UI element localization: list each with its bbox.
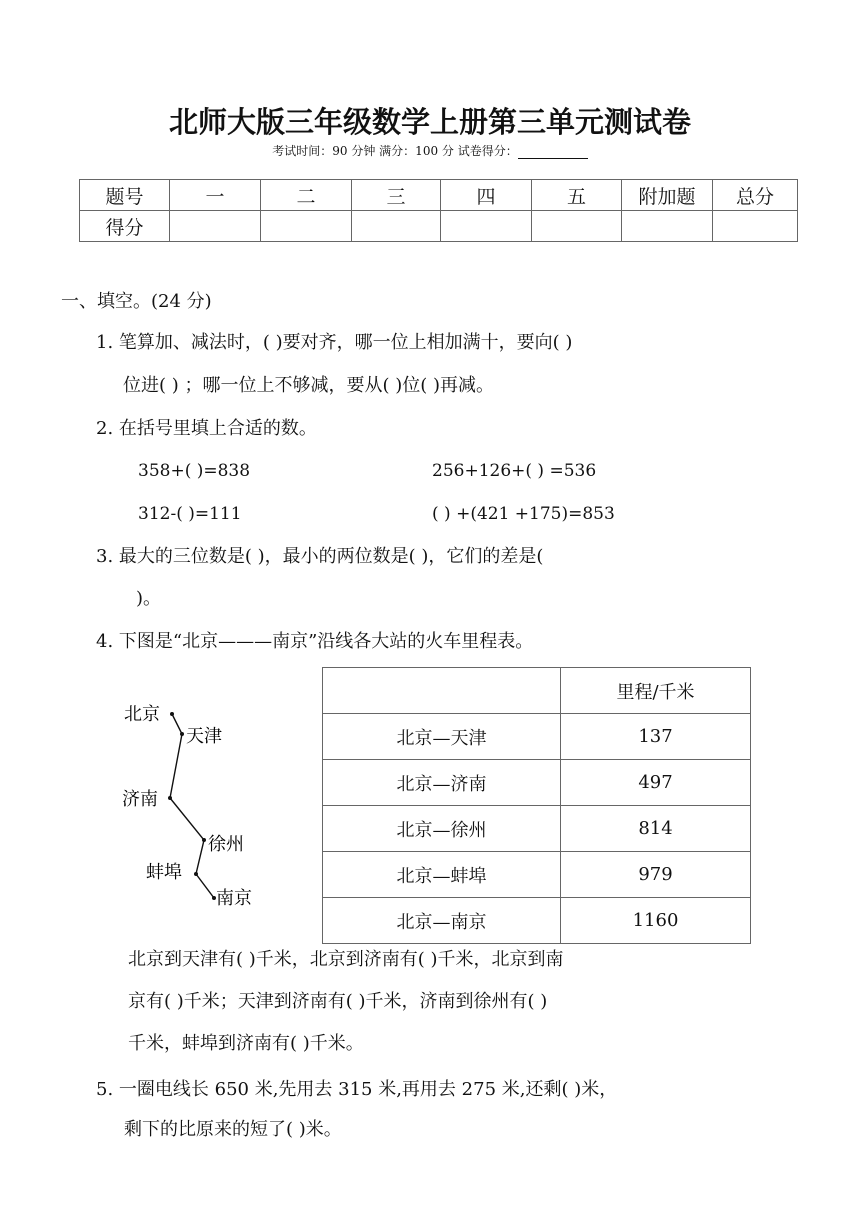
km-cell: 1160 <box>561 898 751 944</box>
question-3-line-1: 3. 最大的三位数是( )，最小的两位数是( )，它们的差是( <box>96 546 544 567</box>
route-cell: 北京—南京 <box>323 898 561 944</box>
page-title: 北师大版三年级数学上册第三单元测试卷 <box>168 105 691 139</box>
score-header-cell: 一 <box>170 180 261 211</box>
distance-row <box>323 714 751 760</box>
railway-route-diagram <box>110 690 270 920</box>
equation-4: ( ) +(421 +175)=853 <box>432 504 615 524</box>
question-5-line-2: 剩下的比原来的短了( )米。 <box>124 1119 342 1140</box>
station-dot <box>194 872 198 876</box>
score-row-label: 得分 <box>80 211 170 242</box>
route-cell: 北京—天津 <box>323 714 561 760</box>
exam-info <box>0 142 860 159</box>
km-cell: 814 <box>561 806 751 852</box>
score-header-cell: 三 <box>352 180 441 211</box>
score-table-score-row <box>80 211 798 242</box>
city-label: 北京 <box>124 704 160 725</box>
score-header-cell: 附加题 <box>622 180 713 211</box>
route-cell: 北京—济南 <box>323 760 561 806</box>
station-dot <box>170 712 174 716</box>
score-table <box>79 179 798 242</box>
route-cell: 北京—蚌埠 <box>323 852 561 898</box>
equation-2: 256+126+( ) =536 <box>432 461 597 481</box>
km-cell: 137 <box>561 714 751 760</box>
city-label: 徐州 <box>208 834 244 855</box>
km-cell: 979 <box>561 852 751 898</box>
city-label: 天津 <box>186 726 222 747</box>
score-cell[interactable] <box>170 211 261 242</box>
distance-header-km: 里程/千米 <box>561 668 751 714</box>
score-cell[interactable] <box>622 211 713 242</box>
score-header-cell: 二 <box>261 180 352 211</box>
question-3-line-2: )。 <box>136 588 162 609</box>
station-dot <box>180 732 184 736</box>
score-cell[interactable] <box>532 211 622 242</box>
score-cell[interactable] <box>261 211 352 242</box>
city-label: 蚌埠 <box>146 862 182 883</box>
section-heading: 一、填空。(24 分) <box>61 291 212 312</box>
score-header-cell: 总分 <box>713 180 798 211</box>
score-cell[interactable] <box>352 211 441 242</box>
distance-row <box>323 898 751 944</box>
question-4-fill-line-2: 京有( )千米；天津到济南有( )千米，济南到徐州有( ) <box>128 991 548 1012</box>
station-dot <box>202 838 206 842</box>
score-cell[interactable] <box>713 211 798 242</box>
station-dot <box>168 796 172 800</box>
km-cell: 497 <box>561 760 751 806</box>
distance-header-empty <box>323 668 561 714</box>
exam-info-text: 考试时间：90 分钟 满分：100 分 试卷得分： <box>272 144 518 158</box>
score-cell[interactable] <box>441 211 532 242</box>
score-header-cell: 五 <box>532 180 622 211</box>
question-1-line-1: 1. 笔算加、减法时，( )要对齐，哪一位上相加满十，要向( ) <box>96 332 573 353</box>
distance-table-header <box>323 668 751 714</box>
distance-table <box>322 667 751 944</box>
question-4-prompt: 4. 下图是“北京———南京”沿线各大站的火车里程表。 <box>96 631 534 652</box>
equation-3: 312-( )=111 <box>138 504 242 524</box>
score-table-header-row <box>80 180 798 211</box>
score-header-cell: 四 <box>441 180 532 211</box>
score-blank[interactable] <box>518 148 588 159</box>
distance-row <box>323 852 751 898</box>
question-1-line-2: 位进( ) ；哪一位上不够减，要从( )位( )再减。 <box>123 375 495 396</box>
city-label: 济南 <box>122 789 158 810</box>
equation-1: 358+( )=838 <box>138 461 251 481</box>
route-cell: 北京—徐州 <box>323 806 561 852</box>
distance-row <box>323 760 751 806</box>
question-4-fill-line-3: 千米，蚌埠到济南有( )千米。 <box>128 1033 364 1054</box>
question-2-prompt: 2. 在括号里填上合适的数。 <box>96 418 317 439</box>
question-5-line-1: 5. 一圈电线长 650 米,先用去 315 米,再用去 275 米,还剩( )米， <box>96 1079 618 1100</box>
score-header-cell: 题号 <box>80 180 170 211</box>
city-label: 南京 <box>216 888 252 909</box>
question-4-fill-line-1: 北京到天津有( )千米，北京到济南有( )千米，北京到南 <box>128 949 564 970</box>
distance-row <box>323 806 751 852</box>
